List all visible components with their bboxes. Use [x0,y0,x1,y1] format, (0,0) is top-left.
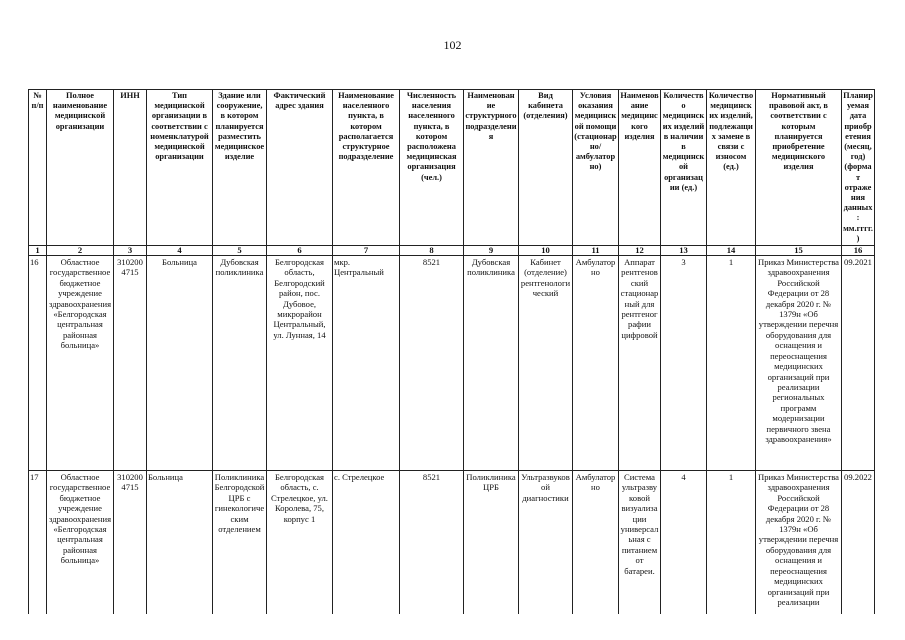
header-cell: ИНН [114,90,147,246]
org-name: Областное государственное бюджетное учреждение здравоохранения «Белгородская центральная районная больница» [47,256,114,471]
column-number: 12 [619,246,661,256]
address: Белгородская область, Белгородский район, пос. Дубовое, микрорайон Центральный, ул. Лунная, 14 [267,256,333,471]
org-type: Больница [147,471,213,615]
header-cell: Наименование структурного подразделения [464,90,519,246]
inn: 310200 4715 [114,256,147,471]
header-cell: Полное наименование медицинской организации [47,90,114,246]
purchase-date: 09.2021 [842,256,875,471]
table-row [29,471,875,615]
unit: Дубовская поликлиника [464,256,519,471]
building: Поликлиника Белгородской ЦРБ с гинекологическим отделением [213,471,267,615]
address: Белгородская область, с. Стрелецкое, ул. Королева, 75, корпус 1 [267,471,333,615]
column-number: 15 [756,246,842,256]
table-row [29,256,875,471]
legal-act: Приказ Министерства здравоохранения Российской Федерации от 28 декабря 2020 г. № 1379н «Об утверждении перечня оборудования для оснащения и переоснащения медицинских организаций при реализации региональных программ модернизации первичного звена здравоохранения» [756,256,842,471]
column-number: 8 [400,246,464,256]
settlement: мкр. Центральный [333,256,400,471]
device: Система ультразвуковой визуализации универсальная с питанием от батареи. [619,471,661,615]
equipment-table [28,89,875,614]
column-number: 11 [573,246,619,256]
conditions: Амбулаторно [573,256,619,471]
row-number: 16 [29,256,47,471]
column-number: 3 [114,246,147,256]
page-number: 102 [443,38,462,52]
column-number: 2 [47,246,114,256]
device: Аппарат рентгеновский стационарный для рентгенографии цифровой [619,256,661,471]
column-number: 13 [661,246,707,256]
header-cell: Фактический адрес здания [267,90,333,246]
inn: 310200 4715 [114,471,147,615]
legal-act: Приказ Министерства здравоохранения Российской Федерации от 28 декабря 2020 г. № 1379н «Об утверждении перечня оборудования для оснащения и переоснащения медицинских организаций при реализации [756,471,842,615]
conditions: Амбулаторно [573,471,619,615]
population: 8521 [400,256,464,471]
count-replace: 1 [707,471,756,615]
header-cell: № п/п [29,90,47,246]
column-number: 16 [842,246,875,256]
building: Дубовская поликлиника [213,256,267,471]
header-cell: Наименование населенного пункта, в котором располагается структурное подразделение [333,90,400,246]
header-cell: Условия оказания медицинской помощи (стационарно/амбулаторно) [573,90,619,246]
org-name: Областное государственное бюджетное учреждение здравоохранения «Белгородская центральная районная больница» [47,471,114,615]
count-have: 4 [661,471,707,615]
org-type: Больница [147,256,213,471]
population: 8521 [400,471,464,615]
header-cell: Нормативный правовой акт, в соответствии с которым планируется приобретение медицинского изделия [756,90,842,246]
header-cell: Количество медицинских изделий, подлежащих замене в связи с износом (ед.) [707,90,756,246]
column-number: 4 [147,246,213,256]
settlement: с. Стрелецкое [333,471,400,615]
header-cell: Количество медицинских изделий в наличии в медицинской организации (ед.) [661,90,707,246]
header-cell: Планируемая дата приобретения (месяц, год) (формат отражения данных: мм.гггг.) [842,90,875,246]
column-number: 14 [707,246,756,256]
cabinet: Кабинет (отделение) рентгенологический [519,256,573,471]
header-cell: Наименование медицинского изделия [619,90,661,246]
cabinet: Ультразвуковой диагностики [519,471,573,615]
header-cell: Здание или сооружение, в котором планируется разместить медицинское изделие [213,90,267,246]
header-cell: Вид кабинета (отделения) [519,90,573,246]
count-have: 3 [661,256,707,471]
column-number-row [29,246,875,256]
column-number: 10 [519,246,573,256]
row-number: 17 [29,471,47,615]
column-number: 9 [464,246,519,256]
column-number: 1 [29,246,47,256]
header-cell: Тип медицинской организации в соответствии с номенклатурой медицинской организации [147,90,213,246]
column-number: 5 [213,246,267,256]
column-number: 6 [267,246,333,256]
count-replace: 1 [707,256,756,471]
column-number: 7 [333,246,400,256]
header-cell: Численность населения населенного пункта, в котором расположена медицинская организация (чел.) [400,90,464,246]
purchase-date: 09.2022 [842,471,875,615]
header-row [29,90,875,246]
unit: Поликлиника ЦРБ [464,471,519,615]
